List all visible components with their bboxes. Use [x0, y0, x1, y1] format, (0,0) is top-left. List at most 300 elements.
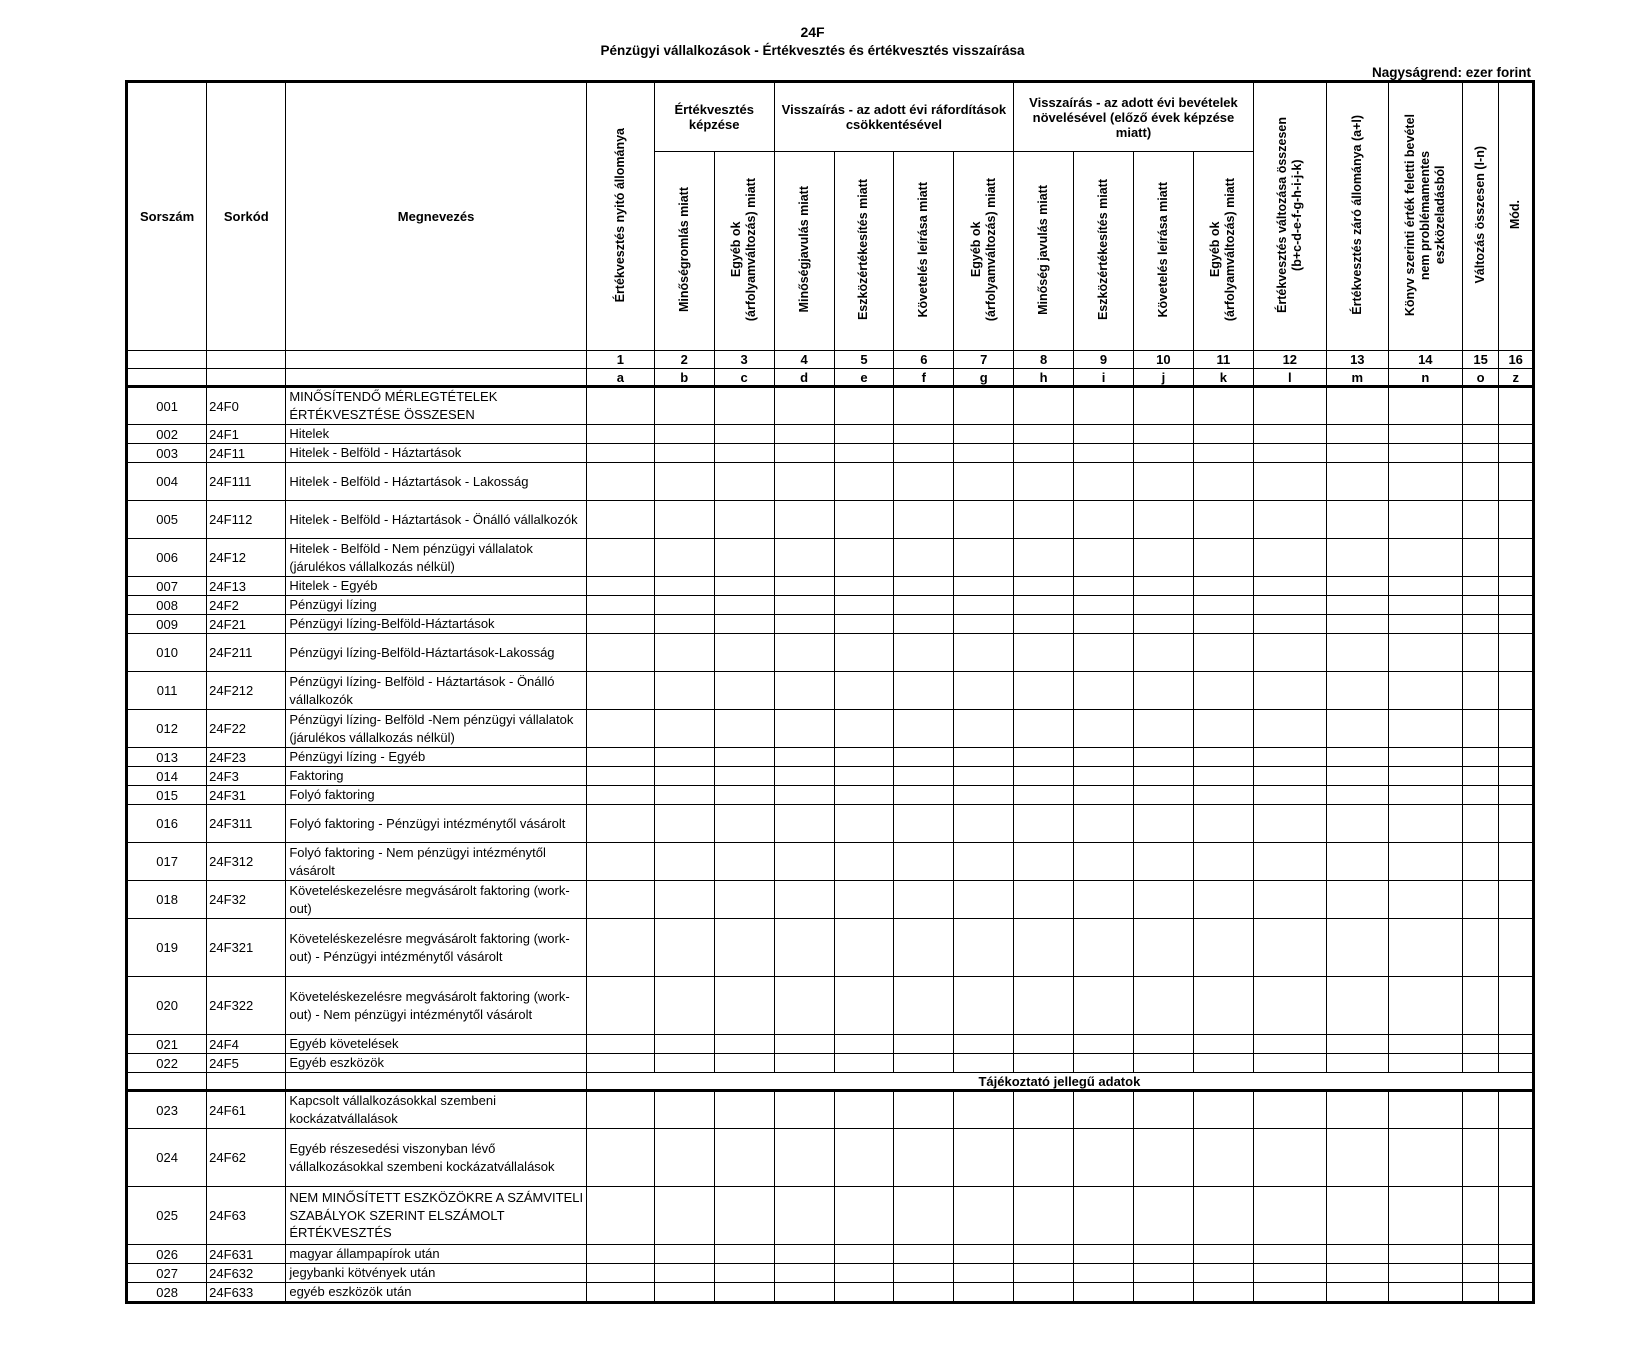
- data-cell[interactable]: [1014, 977, 1074, 1035]
- data-cell[interactable]: [1253, 805, 1326, 843]
- data-cell[interactable]: [774, 1129, 834, 1187]
- data-cell[interactable]: [1326, 843, 1388, 881]
- data-cell[interactable]: [1462, 1283, 1499, 1302]
- data-cell[interactable]: [1499, 672, 1533, 710]
- data-cell[interactable]: [1462, 767, 1499, 786]
- data-cell[interactable]: [1326, 805, 1388, 843]
- data-cell[interactable]: [1253, 1264, 1326, 1283]
- data-cell[interactable]: [714, 1129, 774, 1187]
- data-cell[interactable]: [654, 1245, 714, 1264]
- data-cell[interactable]: [1074, 577, 1134, 596]
- data-cell[interactable]: [954, 463, 1014, 501]
- data-cell[interactable]: [1193, 1091, 1253, 1129]
- data-cell[interactable]: [1133, 539, 1193, 577]
- data-cell[interactable]: [1499, 710, 1533, 748]
- data-cell[interactable]: [586, 463, 654, 501]
- data-cell[interactable]: [1253, 843, 1326, 881]
- data-cell[interactable]: [1133, 1091, 1193, 1129]
- data-cell[interactable]: [1074, 748, 1134, 767]
- data-cell[interactable]: [586, 1187, 654, 1245]
- data-cell[interactable]: [894, 387, 954, 425]
- data-cell[interactable]: [1193, 634, 1253, 672]
- data-cell[interactable]: [654, 501, 714, 539]
- data-cell[interactable]: [1253, 425, 1326, 444]
- data-cell[interactable]: [654, 881, 714, 919]
- data-cell[interactable]: [1462, 786, 1499, 805]
- data-cell[interactable]: [654, 977, 714, 1035]
- data-cell[interactable]: [654, 767, 714, 786]
- data-cell[interactable]: [1133, 1245, 1193, 1264]
- data-cell[interactable]: [1193, 1054, 1253, 1073]
- data-cell[interactable]: [834, 1129, 894, 1187]
- data-cell[interactable]: [894, 1091, 954, 1129]
- data-cell[interactable]: [714, 919, 774, 977]
- data-cell[interactable]: [714, 501, 774, 539]
- data-cell[interactable]: [894, 767, 954, 786]
- data-cell[interactable]: [654, 805, 714, 843]
- data-cell[interactable]: [1193, 919, 1253, 977]
- data-cell[interactable]: [1326, 767, 1388, 786]
- data-cell[interactable]: [774, 805, 834, 843]
- data-cell[interactable]: [586, 615, 654, 634]
- data-cell[interactable]: [774, 1054, 834, 1073]
- data-cell[interactable]: [894, 444, 954, 463]
- data-cell[interactable]: [586, 596, 654, 615]
- data-cell[interactable]: [894, 501, 954, 539]
- data-cell[interactable]: [774, 596, 834, 615]
- data-cell[interactable]: [1014, 748, 1074, 767]
- data-cell[interactable]: [654, 1091, 714, 1129]
- data-cell[interactable]: [834, 1283, 894, 1302]
- data-cell[interactable]: [714, 577, 774, 596]
- data-cell[interactable]: [834, 881, 894, 919]
- data-cell[interactable]: [1326, 748, 1388, 767]
- data-cell[interactable]: [1014, 1091, 1074, 1129]
- data-cell[interactable]: [1074, 977, 1134, 1035]
- data-cell[interactable]: [1133, 1187, 1193, 1245]
- data-cell[interactable]: [774, 463, 834, 501]
- data-cell[interactable]: [894, 710, 954, 748]
- data-cell[interactable]: [1074, 425, 1134, 444]
- data-cell[interactable]: [654, 539, 714, 577]
- data-cell[interactable]: [1326, 1054, 1388, 1073]
- data-cell[interactable]: [1193, 596, 1253, 615]
- data-cell[interactable]: [1326, 1264, 1388, 1283]
- data-cell[interactable]: [774, 615, 834, 634]
- data-cell[interactable]: [714, 786, 774, 805]
- data-cell[interactable]: [1014, 615, 1074, 634]
- data-cell[interactable]: [654, 919, 714, 977]
- data-cell[interactable]: [1193, 387, 1253, 425]
- data-cell[interactable]: [1499, 501, 1533, 539]
- data-cell[interactable]: [834, 463, 894, 501]
- data-cell[interactable]: [1074, 615, 1134, 634]
- data-cell[interactable]: [1133, 596, 1193, 615]
- data-cell[interactable]: [1193, 881, 1253, 919]
- data-cell[interactable]: [954, 748, 1014, 767]
- data-cell[interactable]: [1462, 1091, 1499, 1129]
- data-cell[interactable]: [954, 501, 1014, 539]
- data-cell[interactable]: [1133, 387, 1193, 425]
- data-cell[interactable]: [1462, 805, 1499, 843]
- data-cell[interactable]: [1193, 425, 1253, 444]
- data-cell[interactable]: [1326, 710, 1388, 748]
- data-cell[interactable]: [1326, 1091, 1388, 1129]
- data-cell[interactable]: [1499, 387, 1533, 425]
- data-cell[interactable]: [954, 977, 1014, 1035]
- data-cell[interactable]: [1014, 463, 1074, 501]
- data-cell[interactable]: [1014, 1187, 1074, 1245]
- data-cell[interactable]: [1193, 843, 1253, 881]
- data-cell[interactable]: [1253, 672, 1326, 710]
- data-cell[interactable]: [1253, 1245, 1326, 1264]
- data-cell[interactable]: [834, 501, 894, 539]
- data-cell[interactable]: [954, 881, 1014, 919]
- data-cell[interactable]: [894, 881, 954, 919]
- data-cell[interactable]: [1326, 881, 1388, 919]
- data-cell[interactable]: [1388, 786, 1462, 805]
- data-cell[interactable]: [1499, 1264, 1533, 1283]
- data-cell[interactable]: [1133, 634, 1193, 672]
- data-cell[interactable]: [714, 977, 774, 1035]
- data-cell[interactable]: [1326, 1245, 1388, 1264]
- data-cell[interactable]: [1074, 634, 1134, 672]
- data-cell[interactable]: [1499, 577, 1533, 596]
- data-cell[interactable]: [1499, 539, 1533, 577]
- data-cell[interactable]: [954, 577, 1014, 596]
- data-cell[interactable]: [834, 539, 894, 577]
- data-cell[interactable]: [1462, 672, 1499, 710]
- data-cell[interactable]: [1193, 767, 1253, 786]
- data-cell[interactable]: [714, 1187, 774, 1245]
- data-cell[interactable]: [894, 596, 954, 615]
- data-cell[interactable]: [774, 387, 834, 425]
- data-cell[interactable]: [1253, 1035, 1326, 1054]
- data-cell[interactable]: [1499, 1245, 1533, 1264]
- data-cell[interactable]: [1193, 539, 1253, 577]
- data-cell[interactable]: [1326, 444, 1388, 463]
- data-cell[interactable]: [1388, 1245, 1462, 1264]
- data-cell[interactable]: [1074, 786, 1134, 805]
- data-cell[interactable]: [1074, 539, 1134, 577]
- data-cell[interactable]: [1462, 425, 1499, 444]
- data-cell[interactable]: [714, 425, 774, 444]
- data-cell[interactable]: [1253, 748, 1326, 767]
- data-cell[interactable]: [1462, 881, 1499, 919]
- data-cell[interactable]: [714, 748, 774, 767]
- data-cell[interactable]: [714, 1245, 774, 1264]
- data-cell[interactable]: [1253, 919, 1326, 977]
- data-cell[interactable]: [1014, 767, 1074, 786]
- data-cell[interactable]: [1388, 596, 1462, 615]
- data-cell[interactable]: [654, 596, 714, 615]
- data-cell[interactable]: [714, 881, 774, 919]
- data-cell[interactable]: [1462, 577, 1499, 596]
- data-cell[interactable]: [1253, 577, 1326, 596]
- data-cell[interactable]: [586, 977, 654, 1035]
- data-cell[interactable]: [1014, 577, 1074, 596]
- data-cell[interactable]: [1326, 387, 1388, 425]
- data-cell[interactable]: [894, 539, 954, 577]
- data-cell[interactable]: [1133, 843, 1193, 881]
- data-cell[interactable]: [1074, 881, 1134, 919]
- data-cell[interactable]: [1014, 539, 1074, 577]
- data-cell[interactable]: [1388, 1187, 1462, 1245]
- data-cell[interactable]: [954, 767, 1014, 786]
- data-cell[interactable]: [654, 444, 714, 463]
- data-cell[interactable]: [954, 1187, 1014, 1245]
- data-cell[interactable]: [1133, 425, 1193, 444]
- data-cell[interactable]: [954, 805, 1014, 843]
- data-cell[interactable]: [1499, 444, 1533, 463]
- data-cell[interactable]: [654, 387, 714, 425]
- data-cell[interactable]: [834, 387, 894, 425]
- data-cell[interactable]: [1462, 444, 1499, 463]
- data-cell[interactable]: [834, 977, 894, 1035]
- data-cell[interactable]: [1133, 1035, 1193, 1054]
- data-cell[interactable]: [1499, 919, 1533, 977]
- data-cell[interactable]: [714, 1054, 774, 1073]
- data-cell[interactable]: [894, 1187, 954, 1245]
- data-cell[interactable]: [834, 1035, 894, 1054]
- data-cell[interactable]: [654, 577, 714, 596]
- data-cell[interactable]: [1499, 881, 1533, 919]
- data-cell[interactable]: [894, 786, 954, 805]
- data-cell[interactable]: [1133, 672, 1193, 710]
- data-cell[interactable]: [1388, 539, 1462, 577]
- data-cell[interactable]: [1014, 710, 1074, 748]
- data-cell[interactable]: [774, 672, 834, 710]
- data-cell[interactable]: [1133, 577, 1193, 596]
- data-cell[interactable]: [1133, 1264, 1193, 1283]
- data-cell[interactable]: [1499, 596, 1533, 615]
- data-cell[interactable]: [834, 710, 894, 748]
- data-cell[interactable]: [894, 805, 954, 843]
- data-cell[interactable]: [1193, 977, 1253, 1035]
- data-cell[interactable]: [1388, 1283, 1462, 1302]
- data-cell[interactable]: [1014, 596, 1074, 615]
- data-cell[interactable]: [954, 1035, 1014, 1054]
- data-cell[interactable]: [774, 634, 834, 672]
- data-cell[interactable]: [586, 805, 654, 843]
- data-cell[interactable]: [586, 1129, 654, 1187]
- data-cell[interactable]: [894, 919, 954, 977]
- data-cell[interactable]: [1388, 710, 1462, 748]
- data-cell[interactable]: [1499, 786, 1533, 805]
- data-cell[interactable]: [1253, 634, 1326, 672]
- data-cell[interactable]: [1133, 786, 1193, 805]
- data-cell[interactable]: [714, 615, 774, 634]
- data-cell[interactable]: [1462, 1245, 1499, 1264]
- data-cell[interactable]: [1388, 977, 1462, 1035]
- data-cell[interactable]: [1253, 1283, 1326, 1302]
- data-cell[interactable]: [586, 1245, 654, 1264]
- data-cell[interactable]: [586, 387, 654, 425]
- data-cell[interactable]: [1388, 387, 1462, 425]
- data-cell[interactable]: [1074, 767, 1134, 786]
- data-cell[interactable]: [1253, 1129, 1326, 1187]
- data-cell[interactable]: [1193, 501, 1253, 539]
- data-cell[interactable]: [774, 501, 834, 539]
- data-cell[interactable]: [1074, 596, 1134, 615]
- data-cell[interactable]: [1462, 634, 1499, 672]
- data-cell[interactable]: [1462, 977, 1499, 1035]
- data-cell[interactable]: [714, 463, 774, 501]
- data-cell[interactable]: [586, 843, 654, 881]
- data-cell[interactable]: [654, 1035, 714, 1054]
- data-cell[interactable]: [834, 577, 894, 596]
- data-cell[interactable]: [1074, 843, 1134, 881]
- data-cell[interactable]: [1388, 1091, 1462, 1129]
- data-cell[interactable]: [1074, 444, 1134, 463]
- data-cell[interactable]: [1133, 1283, 1193, 1302]
- data-cell[interactable]: [1133, 1129, 1193, 1187]
- data-cell[interactable]: [1326, 463, 1388, 501]
- data-cell[interactable]: [1193, 805, 1253, 843]
- data-cell[interactable]: [586, 634, 654, 672]
- data-cell[interactable]: [586, 881, 654, 919]
- data-cell[interactable]: [654, 748, 714, 767]
- data-cell[interactable]: [1499, 1035, 1533, 1054]
- data-cell[interactable]: [834, 1054, 894, 1073]
- data-cell[interactable]: [1326, 425, 1388, 444]
- data-cell[interactable]: [774, 919, 834, 977]
- data-cell[interactable]: [1074, 501, 1134, 539]
- data-cell[interactable]: [1133, 919, 1193, 977]
- data-cell[interactable]: [1326, 1187, 1388, 1245]
- data-cell[interactable]: [1074, 463, 1134, 501]
- data-cell[interactable]: [834, 1245, 894, 1264]
- data-cell[interactable]: [834, 786, 894, 805]
- data-cell[interactable]: [834, 767, 894, 786]
- data-cell[interactable]: [1253, 881, 1326, 919]
- data-cell[interactable]: [654, 1129, 714, 1187]
- data-cell[interactable]: [714, 1035, 774, 1054]
- data-cell[interactable]: [1074, 672, 1134, 710]
- data-cell[interactable]: [586, 539, 654, 577]
- data-cell[interactable]: [954, 919, 1014, 977]
- data-cell[interactable]: [1499, 463, 1533, 501]
- data-cell[interactable]: [1499, 615, 1533, 634]
- data-cell[interactable]: [834, 1187, 894, 1245]
- data-cell[interactable]: [1253, 596, 1326, 615]
- data-cell[interactable]: [586, 710, 654, 748]
- data-cell[interactable]: [774, 1035, 834, 1054]
- data-cell[interactable]: [1074, 710, 1134, 748]
- data-cell[interactable]: [1253, 387, 1326, 425]
- data-cell[interactable]: [894, 425, 954, 444]
- data-cell[interactable]: [1326, 539, 1388, 577]
- data-cell[interactable]: [834, 672, 894, 710]
- data-cell[interactable]: [774, 881, 834, 919]
- data-cell[interactable]: [654, 634, 714, 672]
- data-cell[interactable]: [1253, 463, 1326, 501]
- data-cell[interactable]: [714, 539, 774, 577]
- data-cell[interactable]: [1253, 501, 1326, 539]
- data-cell[interactable]: [1014, 805, 1074, 843]
- data-cell[interactable]: [1388, 1035, 1462, 1054]
- data-cell[interactable]: [1014, 634, 1074, 672]
- data-cell[interactable]: [1014, 1283, 1074, 1302]
- data-cell[interactable]: [1388, 577, 1462, 596]
- data-cell[interactable]: [774, 710, 834, 748]
- data-cell[interactable]: [1193, 444, 1253, 463]
- data-cell[interactable]: [1193, 1245, 1253, 1264]
- data-cell[interactable]: [1462, 1129, 1499, 1187]
- data-cell[interactable]: [1074, 1129, 1134, 1187]
- data-cell[interactable]: [774, 1264, 834, 1283]
- data-cell[interactable]: [1388, 881, 1462, 919]
- data-cell[interactable]: [1014, 1245, 1074, 1264]
- data-cell[interactable]: [1388, 1129, 1462, 1187]
- data-cell[interactable]: [954, 615, 1014, 634]
- data-cell[interactable]: [654, 463, 714, 501]
- data-cell[interactable]: [1133, 748, 1193, 767]
- data-cell[interactable]: [1388, 843, 1462, 881]
- data-cell[interactable]: [586, 1264, 654, 1283]
- data-cell[interactable]: [1193, 577, 1253, 596]
- data-cell[interactable]: [1014, 1129, 1074, 1187]
- data-cell[interactable]: [654, 615, 714, 634]
- data-cell[interactable]: [834, 748, 894, 767]
- data-cell[interactable]: [1462, 1264, 1499, 1283]
- data-cell[interactable]: [1133, 1054, 1193, 1073]
- data-cell[interactable]: [1014, 444, 1074, 463]
- data-cell[interactable]: [1499, 977, 1533, 1035]
- data-cell[interactable]: [954, 843, 1014, 881]
- data-cell[interactable]: [954, 786, 1014, 805]
- data-cell[interactable]: [586, 1054, 654, 1073]
- data-cell[interactable]: [586, 501, 654, 539]
- data-cell[interactable]: [894, 977, 954, 1035]
- data-cell[interactable]: [586, 767, 654, 786]
- data-cell[interactable]: [714, 444, 774, 463]
- data-cell[interactable]: [654, 672, 714, 710]
- data-cell[interactable]: [834, 919, 894, 977]
- data-cell[interactable]: [1014, 501, 1074, 539]
- data-cell[interactable]: [774, 767, 834, 786]
- data-cell[interactable]: [834, 843, 894, 881]
- data-cell[interactable]: [586, 1283, 654, 1302]
- data-cell[interactable]: [1462, 710, 1499, 748]
- data-cell[interactable]: [774, 1187, 834, 1245]
- data-cell[interactable]: [654, 425, 714, 444]
- data-cell[interactable]: [1326, 596, 1388, 615]
- data-cell[interactable]: [654, 1054, 714, 1073]
- data-cell[interactable]: [1388, 748, 1462, 767]
- data-cell[interactable]: [774, 748, 834, 767]
- data-cell[interactable]: [774, 425, 834, 444]
- data-cell[interactable]: [834, 1091, 894, 1129]
- data-cell[interactable]: [954, 444, 1014, 463]
- data-cell[interactable]: [586, 577, 654, 596]
- data-cell[interactable]: [1133, 881, 1193, 919]
- data-cell[interactable]: [586, 748, 654, 767]
- data-cell[interactable]: [1253, 1187, 1326, 1245]
- data-cell[interactable]: [1193, 786, 1253, 805]
- data-cell[interactable]: [1499, 767, 1533, 786]
- data-cell[interactable]: [1388, 634, 1462, 672]
- data-cell[interactable]: [1253, 539, 1326, 577]
- data-cell[interactable]: [1253, 710, 1326, 748]
- data-cell[interactable]: [894, 634, 954, 672]
- data-cell[interactable]: [1388, 444, 1462, 463]
- data-cell[interactable]: [954, 425, 1014, 444]
- data-cell[interactable]: [586, 1035, 654, 1054]
- data-cell[interactable]: [894, 1264, 954, 1283]
- data-cell[interactable]: [1014, 881, 1074, 919]
- data-cell[interactable]: [954, 710, 1014, 748]
